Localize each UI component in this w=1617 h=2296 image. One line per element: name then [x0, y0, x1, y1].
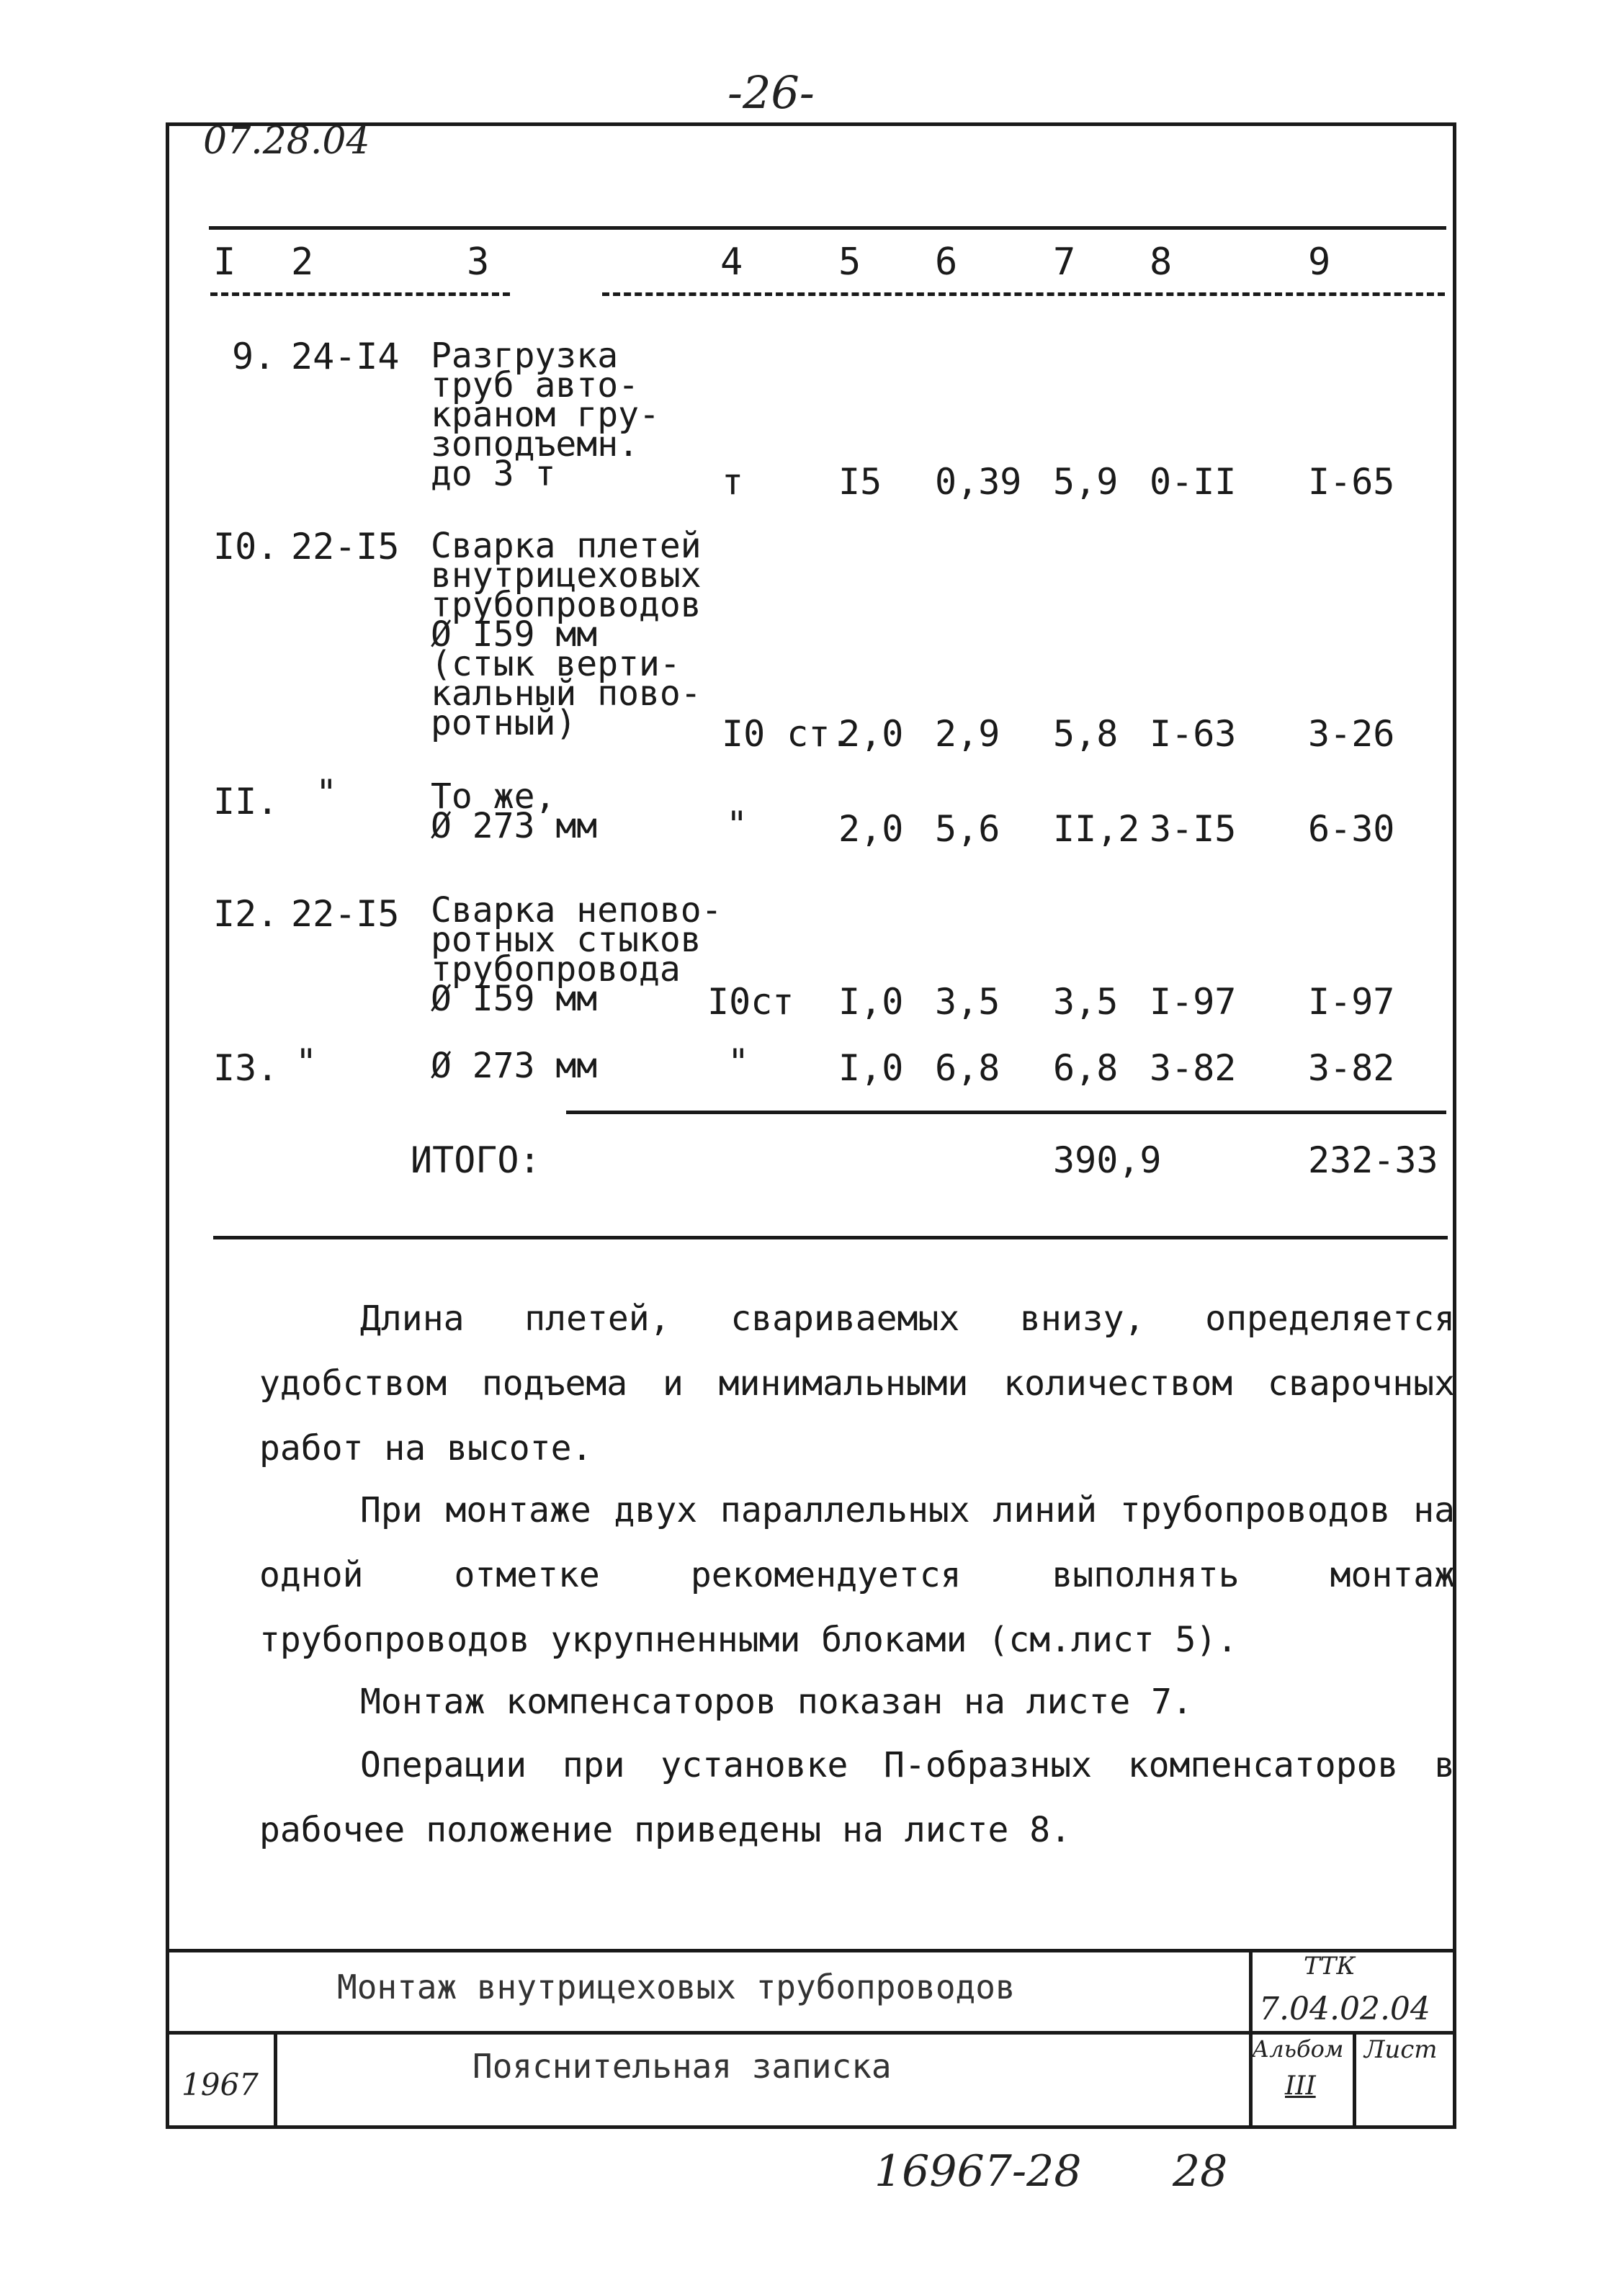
row-col6: 5,6: [935, 808, 1000, 850]
header-dash-right: [602, 292, 1445, 296]
table-top-rule: [209, 226, 1446, 230]
footer-inventory-number: 16967-28: [874, 2146, 1082, 2197]
row-col8: 0-II: [1150, 461, 1237, 503]
row-col8: 3-I5: [1150, 808, 1237, 850]
row-number: I3.: [213, 1047, 279, 1089]
stamp-album-value: III: [1285, 2071, 1316, 2101]
row-col7: 5,8: [1053, 713, 1119, 755]
paragraph: Операции при установке П-образных компенсаторов в рабочее положение приведены на листе 8.: [259, 1745, 1455, 1850]
row-col7: II,2: [1053, 808, 1140, 850]
header-dash-left: [210, 292, 510, 296]
row-description: То же, Ø 273 мм: [431, 776, 598, 846]
row-col8: 3-82: [1150, 1047, 1237, 1089]
stamp-year-divider: [274, 2031, 277, 2127]
row-description: Разгрузка труб авто- краном гру- зоподъемн. до 3 т: [431, 336, 660, 494]
row-qty: 2,0: [838, 713, 904, 755]
col-header-9: 9: [1308, 241, 1331, 284]
total-col9: 232-33: [1308, 1139, 1438, 1181]
row-col9: 3-82: [1308, 1047, 1395, 1089]
stamp-mid-rule: [166, 2031, 1456, 2035]
col-header-3: 3: [467, 241, 490, 284]
row-col6: 6,8: [935, 1047, 1000, 1089]
total-col7: 390,9: [1053, 1139, 1162, 1181]
row-description: Сварка плетей внутрицеховых трубопроводов Ø I59 мм (стык верти- кальный пово- ротный): [431, 526, 702, 743]
row-col9: I-97: [1308, 981, 1395, 1023]
stamp-year: 1967: [182, 2067, 259, 2102]
row-col7: 3,5: [1053, 981, 1119, 1023]
paragraph: При монтаже двух параллельных линий трубопроводов на одной отметке рекомендуется выполнять монтаж трубопроводов укрупненными блоками (см.лист 5).: [259, 1490, 1455, 1660]
row-code: 22-I5: [291, 526, 400, 568]
stamp-ttk-code: 7.04.02.04: [1259, 1991, 1430, 2027]
col-header-7: 7: [1053, 241, 1076, 284]
row-number: I0.: [213, 526, 279, 568]
row-col6: 3,5: [935, 981, 1000, 1023]
row-col6: 0,39: [935, 461, 1022, 503]
row-code: ": [315, 772, 338, 814]
stamp-album-divider: [1353, 2031, 1356, 2127]
col-header-1: I: [213, 241, 236, 284]
total-label: ИТОГО:: [411, 1139, 541, 1181]
total-rule: [566, 1111, 1446, 1114]
col-header-8: 8: [1150, 241, 1173, 284]
row-qty: I,0: [838, 1047, 904, 1089]
row-col7: 6,8: [1053, 1047, 1119, 1089]
row-code: 24-I4: [291, 336, 400, 377]
col-header-2: 2: [291, 241, 314, 284]
row-number: II.: [213, 781, 279, 822]
doc-code: 07.28.04: [203, 120, 370, 163]
table-bottom-rule: [213, 1236, 1448, 1239]
row-col8: I-97: [1150, 981, 1237, 1023]
row-unit: ": [726, 804, 748, 846]
row-number: I2.: [213, 893, 279, 935]
row-unit: I0 ст.: [722, 713, 852, 755]
paragraph: Монтаж компенсаторов показан на листе 7.: [360, 1682, 1193, 1722]
row-unit: ": [727, 1041, 750, 1083]
row-col9: 3-26: [1308, 713, 1395, 755]
col-header-4: 4: [720, 241, 743, 284]
row-number: 9.: [232, 336, 276, 377]
row-code: 22-I5: [291, 893, 400, 935]
row-code: ": [295, 1041, 318, 1083]
stamp-sheet-label: Лист: [1364, 2035, 1438, 2064]
stamp-title: Монтаж внутрицеховых трубопроводов: [337, 1968, 1016, 2006]
stamp-top-rule: [166, 1949, 1456, 1952]
row-col9: 6-30: [1308, 808, 1395, 850]
row-description: Ø 273 мм: [431, 1046, 598, 1086]
row-qty: I,0: [838, 981, 904, 1023]
row-qty: 2,0: [838, 808, 904, 850]
col-header-6: 6: [935, 241, 958, 284]
row-qty: I5: [838, 461, 882, 503]
paragraph: Длина плетей, свариваемых внизу, определяется удобством подъема и минимальными количеством сварочных работ на высоте.: [259, 1299, 1455, 1468]
col-header-5: 5: [838, 241, 861, 284]
row-unit: т: [722, 461, 744, 503]
row-col8: I-63: [1150, 713, 1237, 755]
stamp-ttk-label: ТТК: [1304, 1952, 1356, 1981]
page-number: -26-: [727, 66, 815, 119]
row-col9: I-65: [1308, 461, 1395, 503]
row-col7: 5,9: [1053, 461, 1119, 503]
stamp-subtitle: Пояснительная записка: [472, 2047, 892, 2086]
footer-page-number: 28: [1173, 2146, 1228, 2197]
row-col6: 2,9: [935, 713, 1000, 755]
row-unit: I0ст: [707, 981, 794, 1023]
stamp-album-label: Альбом: [1252, 2035, 1344, 2063]
row-description: Сварка непово- ротных стыков трубопровода Ø I59 мм: [431, 890, 722, 1019]
